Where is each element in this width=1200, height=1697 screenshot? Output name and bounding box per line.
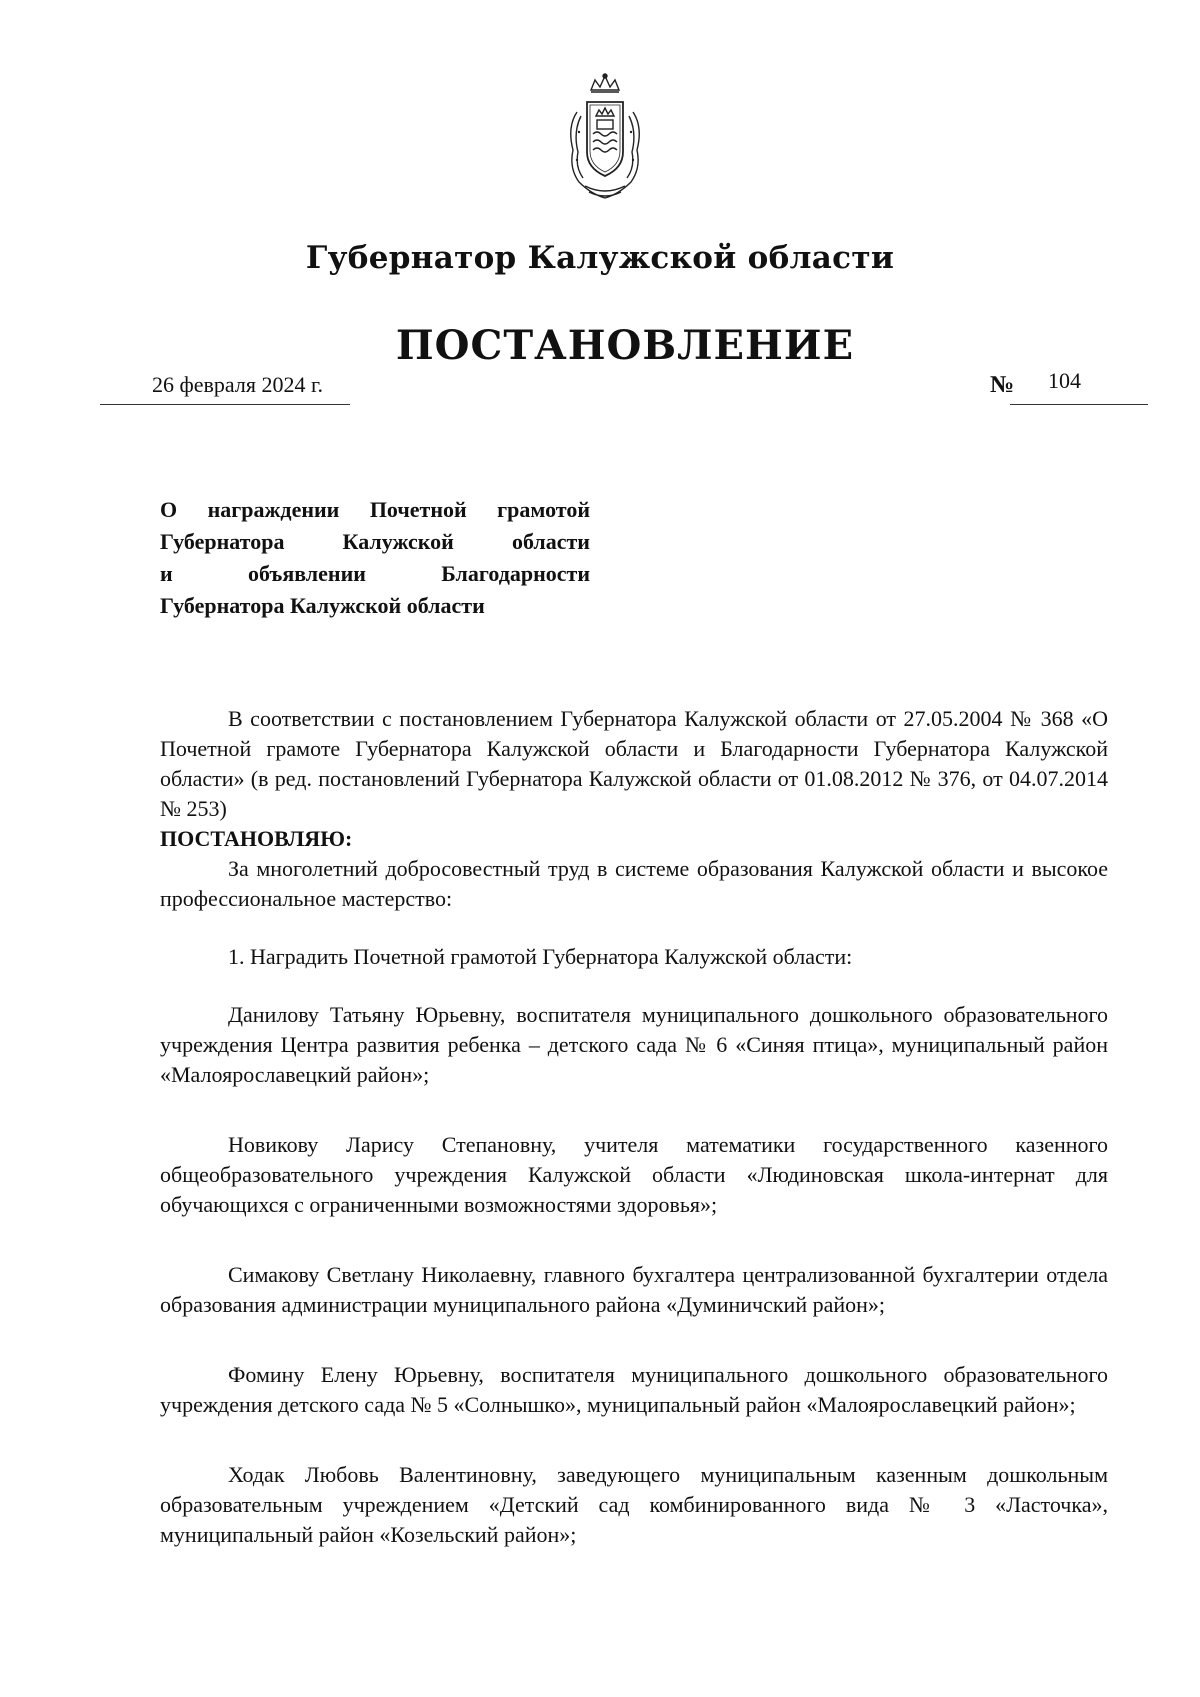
date-field [100,372,350,405]
item-1-title: 1. Наградить Почетной грамотой Губернатора Калужской области: [228,944,853,969]
subject-line: Губернатора Калужской области [160,593,485,618]
coat-of-arms-emblem [563,72,647,202]
document-body [160,704,1108,1550]
resolve-heading: ПОСТАНОВЛЯЮ: [160,826,353,851]
subject-line: Губернатора Калужской области [160,529,590,554]
subject-line: О награждении Почетной грамотой [160,497,590,522]
number-sign: № [990,372,1015,398]
document-number: 104 [1048,368,1081,393]
document-subject [160,494,590,622]
subject-line: и объявлении Благодарности [160,561,590,586]
awardee-paragraph: Данилову Татьяну Юрьевну, воспитателя муниципального дошкольного образовательного учреждения Центра развития ребенка – детского сада № 6 «Синяя птица», муниципальный район «Малоярославецкий район»; [160,1002,1108,1087]
issuing-authority: Губернатор Калужской области [305,240,895,276]
awardee-paragraph: Ходак Любовь Валентиновну, заведующего муниципальным казенным дошкольным образовательным учреждением «Детский сад комбинированного вида № 3 «Ласточка», муниципальный район «Козельский район»; [160,1462,1108,1547]
awardee-paragraph: Фомину Елену Юрьевну, воспитателя муниципального дошкольного образовательного учреждения детского сада № 5 «Солнышко», муниципальный район «Малоярославецкий район»; [160,1362,1108,1417]
document-type: ПОСТАНОВЛЕНИЕ [395,322,855,369]
preamble-paragraph: В соответствии с постановлением Губернатора Калужской области от 27.05.2004 № 368 «О Почетной грамоте Губернатора Калужской области и Благодарности Губернатора Калужской области» (в ред. постановлений Губернатора Калужской области от 01.08.2012 № 376, от 04.07.2014 № 253) [160,706,1108,821]
reason-paragraph: За многолетний добросовестный труд в системе образования Калужской области и высокое профессиональное мастерство: [160,856,1108,911]
awardee-paragraph: Симакову Светлану Николаевну, главного бухгалтера централизованной бухгалтерии отдела образования администрации муниципального района «Думиничский район»; [160,1262,1108,1317]
awardee-paragraph: Новикову Ларису Степановну, учителя математики государственного казенного общеобразовательного учреждения Калужской области «Людиновская школа-интернат для обучающихся с ограниченными возможностями здоровья»; [160,1132,1108,1217]
document-date: 26 февраля 2024 г. [152,372,324,397]
number-field [1010,368,1148,405]
